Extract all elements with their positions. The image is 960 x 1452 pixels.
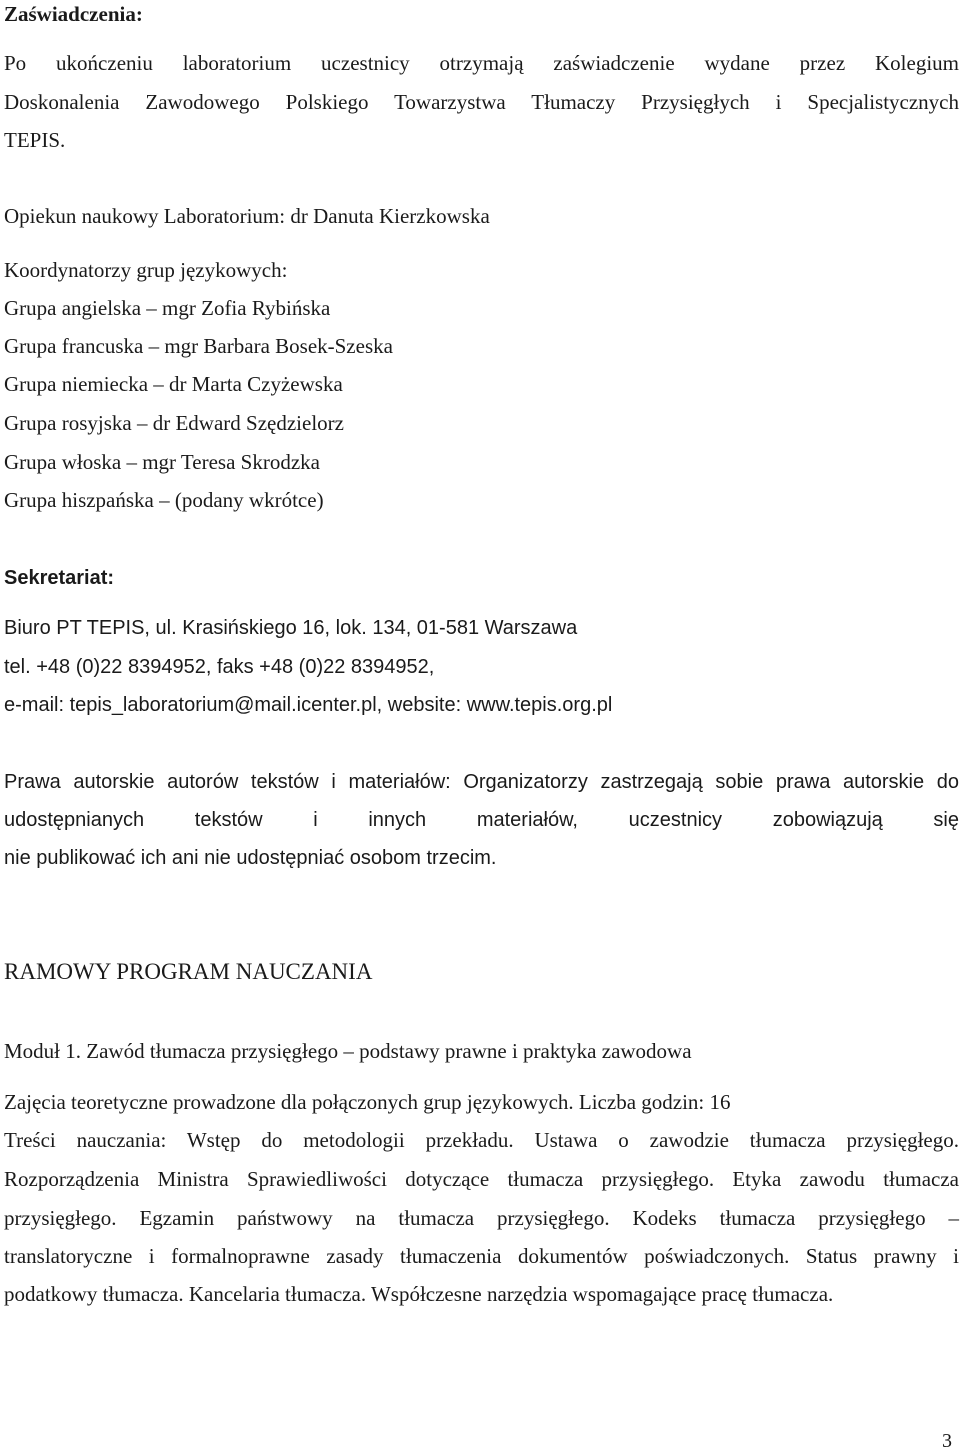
scientific-supervisor: Opiekun naukowy Laboratorium: dr Danuta Kierzkowska: [4, 204, 490, 228]
program-heading: RAMOWY PROGRAM NAUCZANIA: [4, 959, 373, 984]
group-coordinator-german: Grupa niemiecka – dr Marta Czyżewska: [4, 372, 343, 396]
group-coordinator-russian: Grupa rosyjska – dr Edward Szędzielorz: [4, 411, 344, 435]
certificates-heading: Zaświadczenia:: [4, 2, 143, 26]
certificates-text-line-3: TEPIS.: [4, 128, 66, 152]
module-content-line-2: Rozporządzenia Ministra Sprawiedliwości dotyczące tłumacza przysięgłego. Etyka zawodu tłumacza: [4, 1167, 959, 1191]
group-coordinator-english: Grupa angielska – mgr Zofia Rybińska: [4, 296, 331, 320]
module-content-line-5: podatkowy tłumacza. Kancelaria tłumacza. Współczesne narzędzia wspomagające pracę tłumacza.: [4, 1282, 834, 1306]
group-coordinator-spanish: Grupa hiszpańska – (podany wkrótce): [4, 488, 324, 512]
group-coordinator-italian: Grupa włoska – mgr Teresa Skrodzka: [4, 450, 320, 474]
copyright-text-line-2: udostępnianych tekstów i innych materiałów, uczestnicy zobowiązują się: [4, 809, 959, 831]
coordinators-heading: Koordynatorzy grup językowych:: [4, 258, 288, 282]
module-content-line-1: Treści nauczania: Wstęp do metodologii przekładu. Ustawa o zawodzie tłumacza przysięgłego.: [4, 1128, 959, 1152]
secretariat-phone: tel. +48 (0)22 8394952, faks +48 (0)22 8394952,: [4, 656, 435, 678]
secretariat-email: e-mail: tepis_laboratorium@mail.icenter.pl, website: www.tepis.org.pl: [4, 694, 613, 716]
module-title: Moduł 1. Zawód tłumacza przysięgłego – podstawy prawne i praktyka zawodowa: [4, 1039, 692, 1063]
copyright-text-line-1: Prawa autorskie autorów tekstów i materiałów: Organizatorzy zastrzegają sobie prawa autorskie do: [4, 771, 959, 793]
secretariat-address: Biuro PT TEPIS, ul. Krasińskiego 16, lok. 134, 01-581 Warszawa: [4, 617, 578, 639]
secretariat-heading: Sekretariat:: [4, 567, 115, 589]
module-classes-info: Zajęcia teoretyczne prowadzone dla połączonych grup językowych. Liczba godzin: 16: [4, 1090, 731, 1114]
certificates-text-line-2: Doskonalenia Zawodowego Polskiego Towarzystwa Tłumaczy Przysięgłych i Specjalistycznych: [4, 90, 959, 114]
copyright-text-line-3: nie publikować ich ani nie udostępniać osobom trzecim.: [4, 847, 497, 869]
module-content-line-4: translatoryczne i formalnoprawne zasady tłumaczenia dokumentów poświadczonych. Status prawny i: [4, 1244, 959, 1268]
module-content-line-3: przysięgłego. Egzamin państwowy na tłumacza przysięgłego. Kodeks tłumacza przysięgłego –: [4, 1206, 959, 1230]
group-coordinator-french: Grupa francuska – mgr Barbara Bosek-Szeska: [4, 334, 393, 358]
page-number: 3: [942, 1430, 952, 1452]
certificates-text-line-1: Po ukończeniu laboratorium uczestnicy otrzymają zaświadczenie wydane przez Kolegium: [4, 51, 959, 75]
